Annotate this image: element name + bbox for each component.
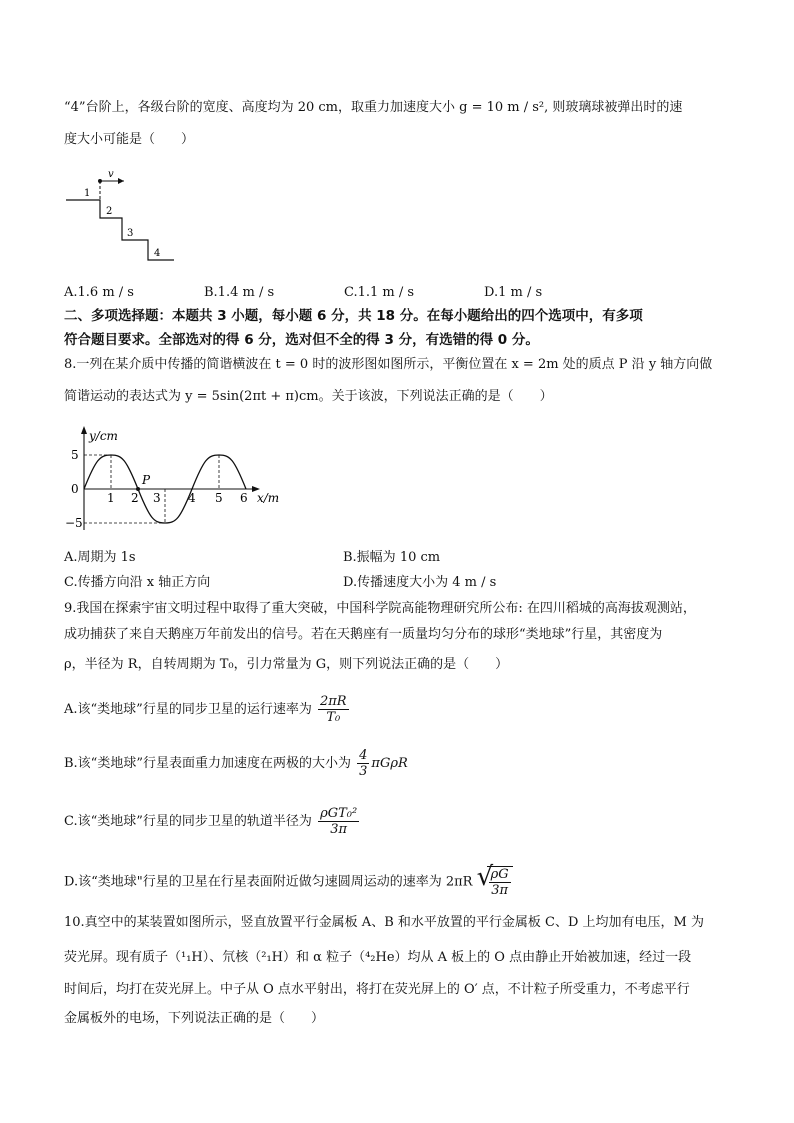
q7-stairs-figure	[64, 166, 179, 268]
q9-option-c-denominator: 3π	[330, 822, 348, 837]
q8-option-c[interactable]: C.传播方向沿 x 轴正方向	[64, 575, 211, 590]
section2-title-line1: 二、多项选择题：本题共 3 小题，每小题 6 分，共 18 分。在每小题给出的四个选项中，有多项	[64, 308, 643, 324]
q9-option-a-text: A.该“类地球”行星的同步卫星的运行速率为	[64, 702, 312, 717]
y-tick-neg5: −5	[65, 516, 83, 530]
q8-option-d[interactable]: D.传播速度大小为 4 m / s	[343, 575, 497, 590]
x-tick-2: 2	[131, 491, 139, 505]
q9-stem-line3: ρ，半径为 R，自转周期为 T₀，引力常量为 G，则下列说法正确的是（ ）	[64, 657, 509, 672]
point-p-label: P	[142, 473, 151, 487]
q9-option-b[interactable]	[64, 748, 408, 779]
y-tick-0: 0	[71, 482, 79, 496]
q9-option-b-fraction	[357, 748, 369, 779]
q8-wave-graph	[64, 424, 294, 536]
q9-option-b-tail: πGρR	[371, 756, 408, 771]
q10-stem-line4: 金属板外的电场，下列说法正确的是（ ）	[64, 1011, 325, 1026]
q9-option-d-denominator: 3π	[491, 883, 509, 898]
q9-option-c-text: C.该“类地球”行星的同步卫星的轨道半径为	[64, 814, 312, 829]
q7-option-b[interactable]: B.1.4 m / s	[204, 285, 275, 300]
q9-option-a[interactable]	[64, 694, 351, 725]
section2-title-line2: 符合题目要求。全部选对的得 6 分，选对但不全的得 3 分，有选错的得 0 分。	[64, 332, 539, 348]
y-tick-5: 5	[71, 448, 79, 462]
q7-stem-line1: “4”台阶上，各级台阶的宽度、高度均为 20 cm，取重力加速度大小 g = 10 m / s², 则玻璃球被弹出时的速	[64, 100, 683, 115]
sqrt-radical-icon: √	[476, 862, 494, 892]
q9-option-b-numerator: 4	[359, 748, 368, 763]
q7-stem-line2: 度大小可能是（ ）	[64, 132, 195, 147]
step-label-3: 3	[127, 228, 134, 239]
q9-option-c-numerator: ρGT₀²	[320, 806, 358, 821]
q9-option-b-denominator: 3	[359, 764, 368, 779]
x-tick-1: 1	[107, 491, 115, 505]
q7-v-label: v	[108, 169, 114, 180]
q10-stem-line2: 荧光屏。现有质子（¹₁H）、氘核（²₁H）和 α 粒子（⁴₂He）均从 A 板上的 O 点由静止开始被加速，经过一段	[64, 950, 692, 965]
q9-stem-line1: 9.我国在探索宇宙文明过程中取得了重大突破，中国科学院高能物理研究所公布: 在四川稻城的高海拔观测站，	[64, 601, 696, 616]
x-tick-4: 4	[188, 491, 196, 505]
step-label-2: 2	[106, 206, 113, 217]
step-label-4: 4	[154, 248, 161, 259]
x-tick-6: 6	[240, 491, 248, 505]
q9-option-a-denominator: T₀	[326, 710, 341, 725]
q8-stem-line1: 8.一列在某介质中传播的简谐横波在 t = 0 时的波形图如图所示，平衡位置在 x = 2m 处的质点 P 沿 y 轴方向做	[64, 357, 713, 372]
q9-option-d-text: D.该“类地球"行星的卫星在行星表面附近做匀速圆周运动的速率为 2πR	[64, 874, 473, 890]
step-label-1: 1	[84, 188, 91, 199]
q9-option-d-sqrt	[476, 862, 513, 898]
x-tick-5: 5	[215, 491, 223, 505]
q9-stem-line2: 成功捕获了来自天鹅座万年前发出的信号。若在天鹅座有一质量均匀分布的球形“类地球”行星，其密度为	[64, 627, 663, 642]
q7-option-d[interactable]: D.1 m / s	[484, 285, 543, 300]
q9-option-a-fraction	[318, 694, 349, 725]
q9-option-d-numerator: ρG	[490, 867, 509, 882]
q9-option-d[interactable]	[64, 862, 513, 898]
q8-stem-line2: 简谐运动的表达式为 y = 5sin(2πt + π)cm。关于该波，下列说法正确的是（ ）	[64, 389, 553, 404]
q8-option-a[interactable]: A.周期为 1s	[64, 550, 136, 565]
y-axis-label: y/cm	[89, 429, 118, 443]
q7-option-a[interactable]: A.1.6 m / s	[64, 285, 134, 300]
q9-option-a-numerator: 2πR	[319, 694, 347, 709]
q9-option-b-text: B.该“类地球”行星表面重力加速度在两极的大小为	[64, 756, 351, 771]
q9-option-c[interactable]	[64, 806, 361, 837]
x-tick-3: 3	[153, 491, 161, 505]
q8-option-b[interactable]: B.振幅为 10 cm	[343, 550, 441, 565]
q10-stem-line3: 时间后，均打在荧光屏上。中子从 O 点水平射出，将打在荧光屏上的 O′ 点，不计粒子所受重力，不考虑平行	[64, 982, 690, 997]
q10-stem-line1: 10.真空中的某装置如图所示，竖直放置平行金属板 A、B 和水平放置的平行金属板 C、D 上均加有电压，M 为	[64, 915, 704, 930]
q7-option-c[interactable]: C.1.1 m / s	[344, 285, 415, 300]
q9-option-c-fraction	[318, 806, 359, 837]
x-axis-label: x/m	[257, 491, 280, 505]
